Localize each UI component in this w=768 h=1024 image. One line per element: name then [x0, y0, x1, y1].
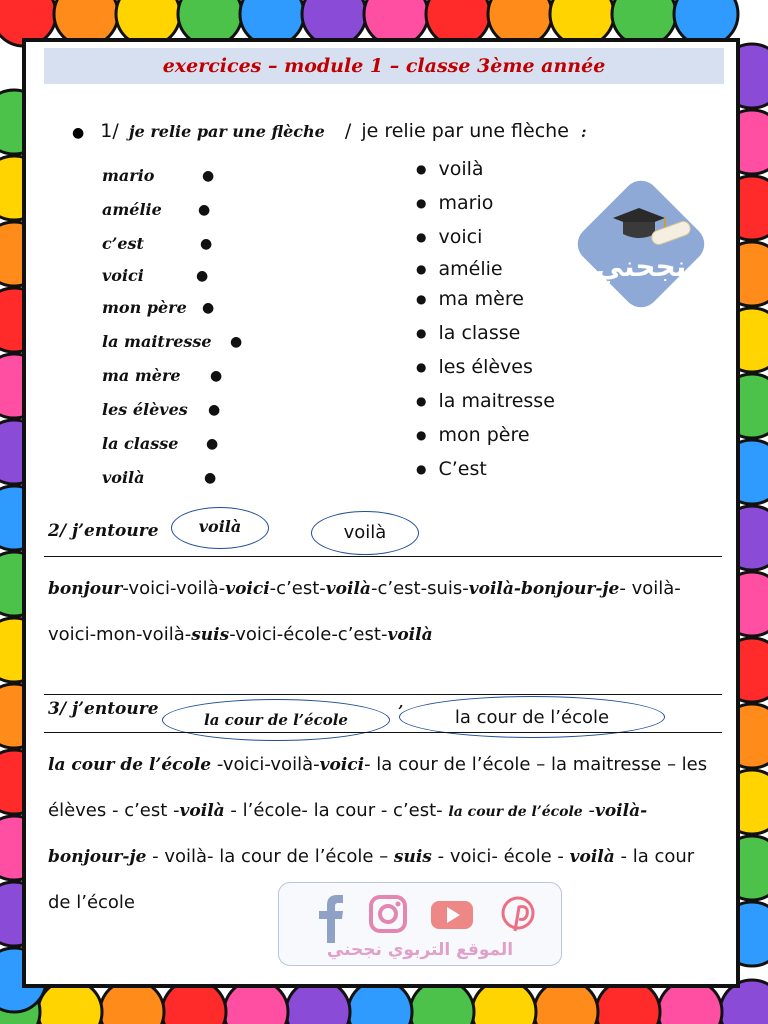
right-item — [416, 158, 484, 180]
right-item-text: voilà — [438, 158, 484, 180]
match-dot[interactable]: ● — [202, 300, 215, 316]
left-item: c’est — [102, 234, 144, 253]
right-item-text: mon père — [438, 424, 530, 446]
right-item — [416, 226, 482, 248]
print-text: -voici-voilà- — [122, 578, 226, 599]
page-title: exercices – module 1 – classe 3ème année — [44, 48, 724, 84]
right-item — [416, 356, 533, 378]
social-icons — [279, 883, 561, 965]
right-item-text: mario — [438, 192, 494, 214]
match-dot[interactable]: ● — [206, 436, 219, 452]
print-text: - l’école- la cour - c’est- — [224, 800, 449, 821]
ellipse-script-text: voilà — [198, 517, 242, 536]
left-item: mario — [102, 166, 155, 185]
worksheet-page — [22, 38, 740, 988]
match-dot[interactable]: ● — [416, 326, 427, 340]
script-word: voilà — [387, 625, 433, 645]
phrase-ellipse-script — [162, 699, 390, 741]
word-ellipse-script — [171, 507, 269, 549]
match-dot[interactable]: ● — [196, 268, 209, 284]
script-word: voilà — [569, 847, 615, 867]
match-dot[interactable]: ● — [198, 202, 211, 218]
print-text: -voici-voilà- — [211, 754, 320, 775]
script-word: bonjour — [48, 579, 123, 599]
najahni-logo — [571, 174, 711, 314]
right-item-text: voici — [438, 226, 483, 248]
left-item: voici — [102, 266, 144, 285]
right-item — [416, 390, 555, 412]
match-dot[interactable]: ● — [416, 428, 427, 442]
right-item — [416, 192, 493, 214]
match-dot[interactable]: ● — [200, 236, 213, 252]
match-dot[interactable]: ● — [416, 162, 427, 176]
left-item: amélie — [102, 200, 162, 219]
left-item: mon père — [102, 298, 187, 317]
social-media-badge — [278, 882, 562, 966]
ellipse-phrase-print-text: la cour de l’école — [454, 707, 610, 728]
right-item-text: ma mère — [438, 288, 524, 310]
match-dot[interactable]: ● — [210, 368, 223, 384]
match-dot[interactable]: ● — [416, 230, 427, 244]
script-word: voilà — [325, 579, 371, 599]
divider-line — [44, 694, 722, 695]
print-text: - la cour de l’école – la maitresse – les — [364, 754, 708, 775]
right-item — [416, 258, 503, 280]
facebook-icon — [319, 895, 343, 943]
script-word: voici — [319, 755, 365, 775]
print-text: - voilà- — [619, 578, 681, 599]
print-text: - — [582, 800, 595, 821]
match-dot[interactable]: ● — [204, 470, 217, 486]
script-word: bonjour-je — [48, 847, 147, 867]
stray-apostrophe: ’ — [398, 702, 404, 720]
q2-text-line-2 — [48, 624, 724, 645]
left-item: voilà — [102, 468, 145, 487]
q3-text-line-3 — [48, 846, 724, 867]
right-item-text: la classe — [438, 322, 521, 344]
q2-text-line-1 — [48, 578, 724, 599]
left-item: les élèves — [102, 400, 188, 419]
print-text: - voilà- la cour de l’école – — [146, 846, 394, 867]
print-text: -voici-école-c’est- — [229, 624, 388, 645]
colon: : — [580, 123, 587, 141]
ellipse-phrase-script-text: la cour de l’école — [204, 711, 348, 729]
instruction-print: je relie par une flèche — [361, 120, 569, 142]
match-dot[interactable]: ● — [230, 334, 243, 350]
left-item: la classe — [102, 434, 179, 453]
instruction-script: je relie par une flèche — [128, 122, 325, 141]
match-dot[interactable]: ● — [416, 360, 427, 374]
script-word: voilà-bonjour-je — [468, 579, 620, 599]
match-dot[interactable]: ● — [416, 462, 427, 476]
script-word: voilà- — [594, 801, 648, 821]
left-item: ma mère — [102, 366, 181, 385]
q3-label-text: 3/ j’entoure — [48, 699, 159, 719]
right-item — [416, 322, 520, 344]
script-word: la cour de l’école — [48, 755, 212, 775]
print-text: -c’est-suis- — [370, 578, 469, 599]
match-dot[interactable]: ● — [416, 292, 427, 306]
print-text: -c’est- — [269, 578, 326, 599]
match-dot[interactable]: ● — [416, 262, 427, 276]
match-dot[interactable]: ● — [208, 402, 221, 418]
script-word: voilà — [179, 801, 225, 821]
right-item-text: amélie — [438, 258, 503, 280]
script-word: suis — [191, 625, 230, 645]
script-word: la cour de l’école — [448, 804, 583, 820]
youtube-icon — [431, 901, 473, 929]
right-item-text: C’est — [438, 458, 487, 480]
instagram-icon — [371, 897, 405, 931]
question-3-label — [48, 698, 159, 719]
right-item — [416, 458, 487, 480]
bullet-icon: ● — [72, 125, 85, 141]
q2-label-text: 2/ j’entoure — [48, 521, 159, 541]
print-text: - la cour — [614, 846, 695, 867]
ellipse-print-text: voilà — [343, 522, 387, 543]
question-1-heading — [72, 120, 587, 142]
right-item-text: les élèves — [438, 356, 533, 378]
print-text: de l’école — [48, 892, 136, 913]
right-item — [416, 424, 530, 446]
print-text: - voici- école - — [431, 846, 570, 867]
right-item — [416, 288, 524, 310]
left-item: la maitresse — [102, 332, 212, 351]
script-word: suis — [393, 847, 432, 867]
q3-text-line-1 — [48, 754, 724, 775]
pinterest-icon — [503, 898, 533, 931]
script-word: voici — [225, 579, 270, 599]
logo-text: نجحني — [595, 250, 687, 283]
question-2-label — [48, 520, 159, 541]
match-dot[interactable]: ● — [202, 168, 215, 184]
right-item-text: la maitresse — [438, 390, 555, 412]
match-dot[interactable]: ● — [416, 394, 427, 408]
print-text: voici-mon-voilà- — [48, 624, 192, 645]
print-text: élèves - c’est - — [48, 800, 180, 821]
social-caption: الموقع التربوي نجحني — [326, 940, 514, 960]
match-dot[interactable]: ● — [416, 196, 427, 210]
divider-line — [44, 732, 722, 733]
q3-text-line-2 — [48, 800, 724, 821]
word-ellipse-print — [311, 511, 419, 555]
question-number: 1/ — [100, 120, 119, 142]
separator: / — [344, 120, 352, 142]
divider-line — [44, 556, 722, 557]
